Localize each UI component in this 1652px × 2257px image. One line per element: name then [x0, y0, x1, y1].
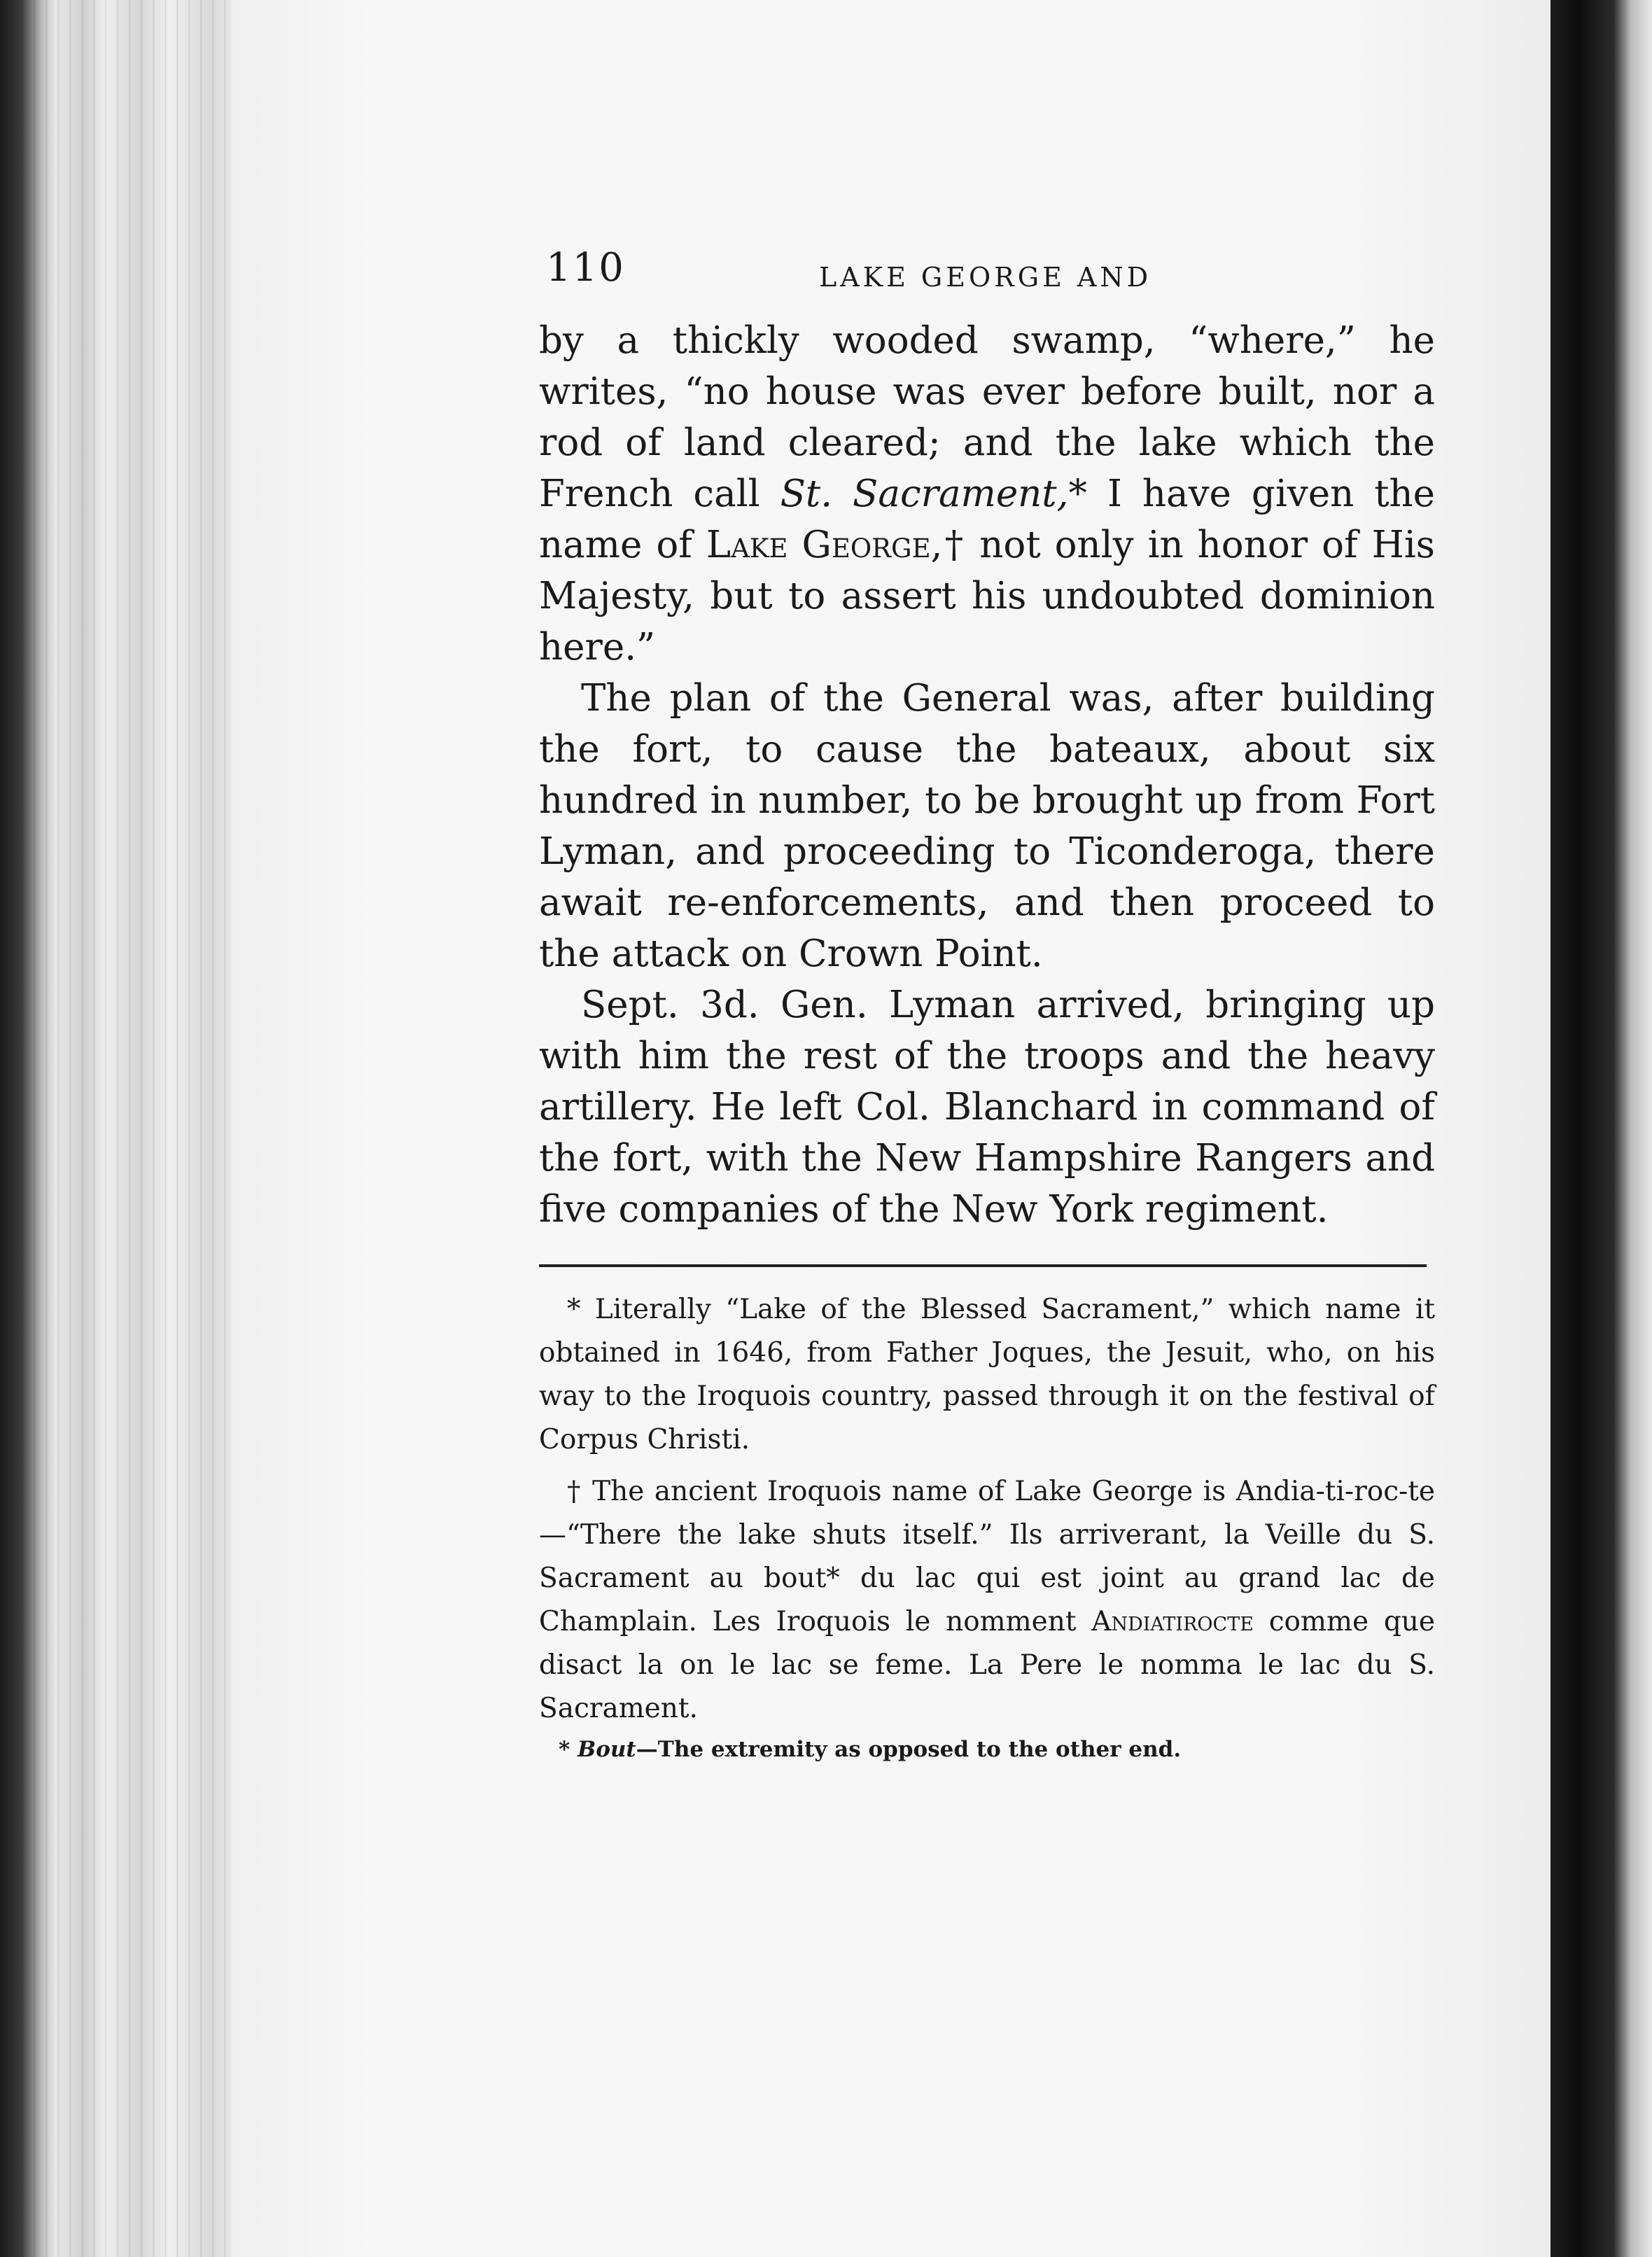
smallcaps-lake-george: Lake George, [706, 524, 943, 566]
binding-edge [1550, 0, 1652, 2257]
subnote-mark: * [559, 1737, 578, 1762]
footnote-subnote [539, 1732, 1435, 1767]
paragraph-2: The plan of the General was, after building the fort, to cause the bateaux, about six hundred in number, to be brought up from Fort Lyman, and proceeding to Ticonderoga, there await re-enforcements, and then proceed to the attack on Crown Point. [539, 677, 1435, 975]
footnote-1: * Literally “Lake of the Blessed Sacrament,” which name it obtained in 1646, from Father Joques, the Jesuit, who, on his way to the Iroquois country, passed through it on the festival of Corpus Christi. [539, 1294, 1435, 1455]
paragraph-1-text-c: † not only in honor of His Majesty, but to assert his undoubted dominion here.” [539, 524, 1435, 669]
footnote-2 [539, 1470, 1435, 1731]
paragraph-1-text-a: by a thickly wooded swamp, “where,” he writes, “no house was ever before built, nor a rod of land cleared; and the lake which the French call [539, 319, 1435, 515]
paragraph-3: Sept. 3d. Gen. Lyman arrived, bringing up with him the rest of the troops and the heavy artillery. He left Col. Blanchard in command of the fort, with the New Hampshire Rangers and five companies of the New York regiment. [539, 984, 1435, 1231]
italic-st-sacrament: St. Sacrament, [780, 473, 1069, 515]
smallcaps-andiatirocte: Andiatirocte [1091, 1606, 1254, 1637]
page-header [539, 238, 1435, 315]
paragraph-1-text-b: * I have given the name of [539, 473, 1436, 566]
footnote-2-text-a: † The ancient Iroquois name of Lake George is Andia-ti-roc-te—“There the lake shuts itself.” Ils arriverant, la Veille du S. Sacrament au bout* du lac qui est joint au grand lac de Champlain. Les Iroquois le nomment [539, 1476, 1435, 1637]
footnote-rule [539, 1264, 1427, 1267]
footnote-2-text-b: comme que disact la on le lac se feme. La Pere le nomma le lac du S. Sacrament. [539, 1606, 1435, 1724]
page-content [539, 238, 1435, 1767]
page-number: 110 [546, 245, 625, 291]
body-text [539, 315, 1435, 1235]
paragraph-1 [539, 315, 1435, 673]
subnote-text: —The extremity as opposed to the other end. [636, 1737, 1182, 1762]
subnote-italic-bout: Bout [578, 1737, 636, 1762]
stacked-page-edges [0, 0, 252, 2257]
footnotes [539, 1288, 1435, 1767]
running-head: LAKE GEORGE AND [819, 262, 1152, 293]
